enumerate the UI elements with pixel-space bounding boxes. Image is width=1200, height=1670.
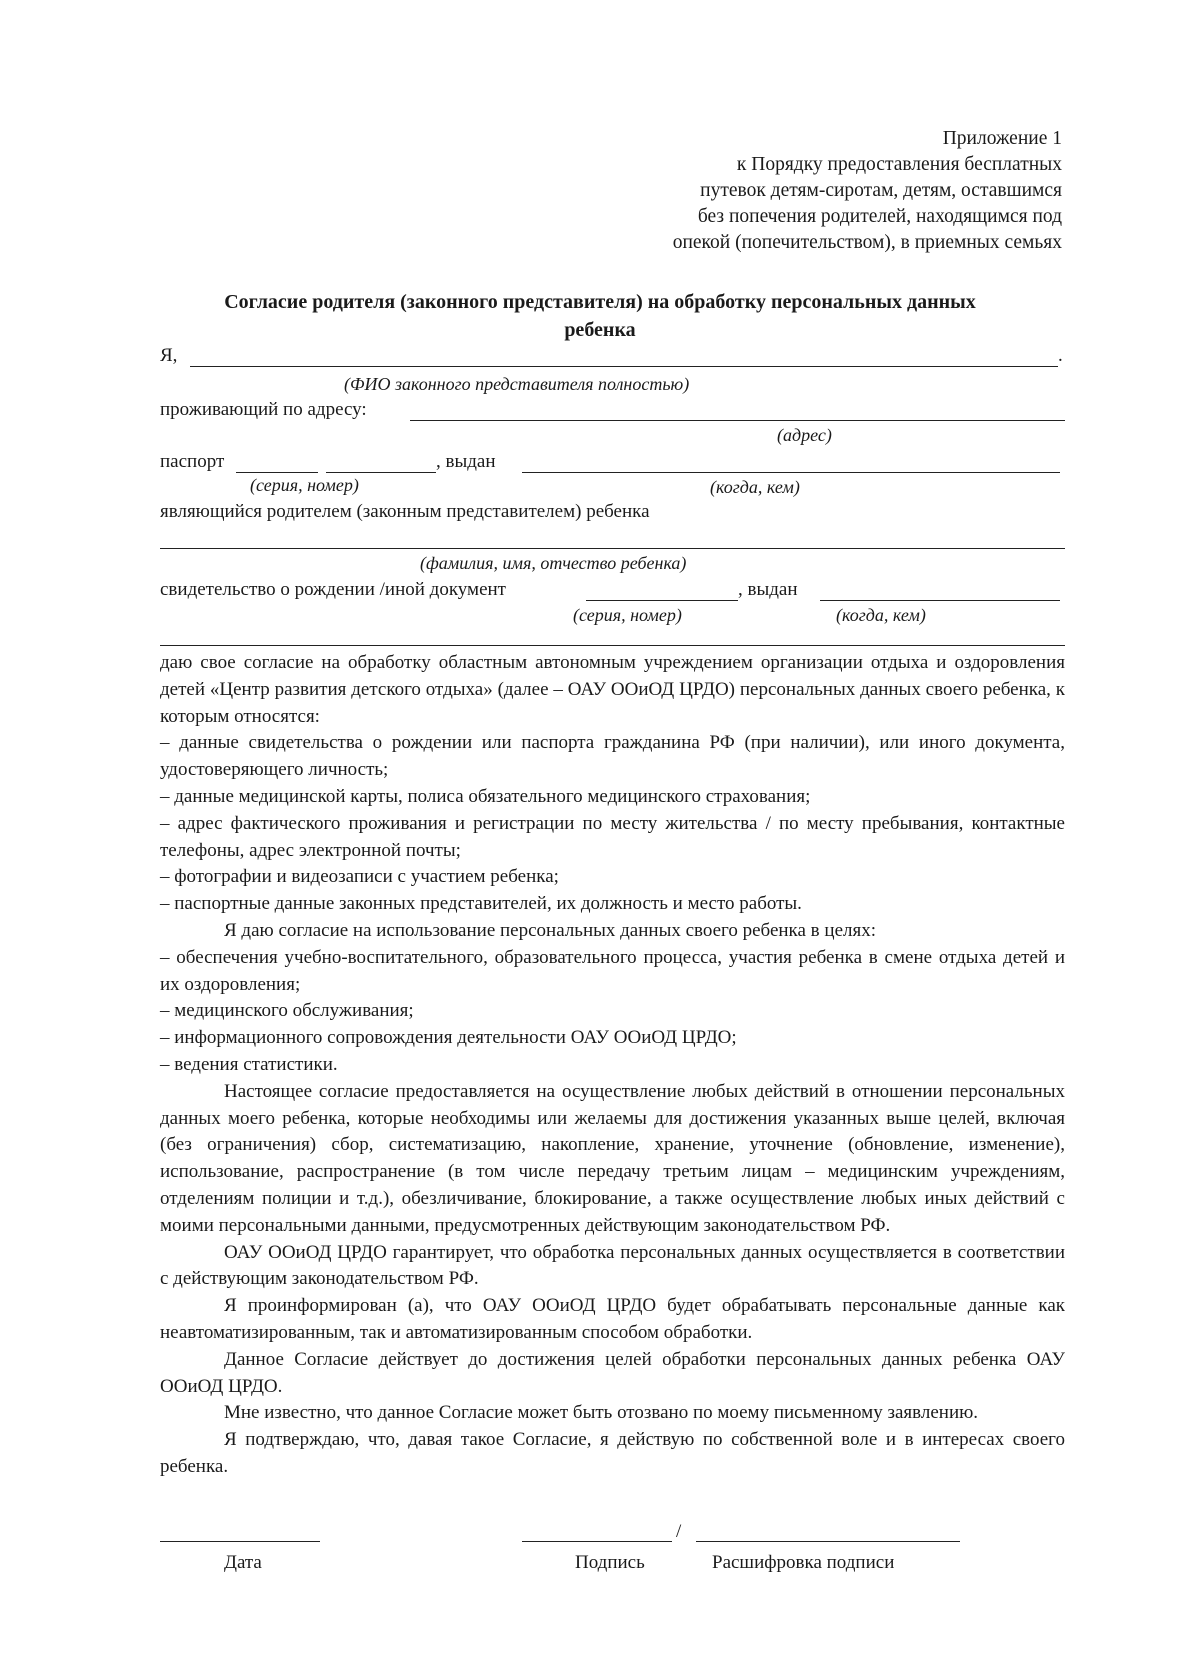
title-line-2: ребенка [564, 319, 636, 341]
signature-line[interactable] [522, 1541, 672, 1542]
consent-scope-paragraph: Настоящее согласие предоставляется на осуществление любых действий в отношении персональных данных моего ребенка, которые необходимы или желаемы для достижения указанных выше целей, включая (без ограничения) сбор, систематизацию, накопление, хранение, уточнение (обновление, изменение), использование, распространение (в том числе передачу третьим лицам – медицинским учреждениям, отделениям полиции и т.д.), обезличивание, блокирование, а также осуществление любых иных действий с моими персональными данными, предусмотренных действующим законодательством РФ. [160, 1080, 1065, 1236]
fio-caption: (ФИО законного представителя полностью) [344, 374, 690, 394]
data-list-item: – данные свидетельства о рождении или паспорта гражданина РФ (при наличии), или иного документа, удостоверяющего личность; [160, 732, 1065, 781]
certificate-issued-label: , выдан [738, 579, 798, 600]
certificate-when-caption: (когда, кем) [836, 605, 926, 625]
data-list-item: – адрес фактического проживания и регистрации по месту жительства / по месту пребывания, контактные телефоны, адрес электронной почты; [160, 812, 1065, 861]
parent-label: являющийся родителем (законным представителем) ребенка [160, 501, 650, 522]
appendix-line: опекой (попечительством), в приемных семьях [672, 232, 1062, 253]
appendix-line: к Порядку предоставления бесплатных [736, 154, 1062, 175]
consent-body [160, 650, 1065, 1481]
purpose-list-item: – обеспечения учебно-воспитательного, образовательного процесса, участия ребенка в смене отдыха детей и их оздоровления; [160, 946, 1065, 995]
signature-label: Подпись [575, 1552, 645, 1573]
purpose-list-item: – медицинского обслуживания; [160, 1000, 414, 1022]
passport-series-caption: (серия, номер) [250, 475, 359, 495]
passport-when-caption: (когда, кем) [710, 477, 800, 497]
passport-series-line[interactable] [236, 472, 318, 473]
revocation-paragraph: Мне известно, что данное Согласие может быть отозвано по моему письменному заявлению. [224, 1402, 979, 1424]
date-label: Дата [224, 1552, 262, 1573]
address-label: проживающий по адресу: [160, 399, 367, 420]
purpose-list-item: – информационного сопровождения деятельности ОАУ ООиОД ЦРДО; [160, 1027, 737, 1049]
certificate-extra-line[interactable] [160, 645, 1065, 646]
informed-paragraph: Я проинформирован (а), что ОАУ ООиОД ЦРДО будет обрабатывать персональные данные как неавтоматизированным, так и автоматизированным способом обработки. [160, 1295, 1065, 1343]
child-name-line[interactable] [160, 548, 1065, 549]
appendix-line: путевок детям-сиротам, детям, оставшимся [700, 180, 1062, 201]
address-caption: (адрес) [777, 425, 832, 445]
data-list-item: – данные медицинской карты, полиса обязательного медицинского страхования; [160, 785, 811, 807]
document-title [150, 288, 1050, 344]
title-line-1: Согласие родителя (законного представителя) на обработку персональных данных [224, 291, 976, 313]
appendix-line: Приложение 1 [942, 128, 1062, 149]
child-caption: (фамилия, имя, отчество ребенка) [420, 553, 687, 573]
address-field-line[interactable] [410, 420, 1065, 421]
ya-label: Я, [160, 345, 178, 366]
certificate-label: свидетельство о рождении /иной документ [160, 579, 506, 600]
fio-field-line[interactable] [190, 366, 1058, 367]
confirmation-paragraph: Я подтверждаю, что, давая такое Согласие, я действую по собственной воле и в интересах своего ребенка. [160, 1429, 1065, 1477]
signature-decode-line[interactable] [696, 1541, 960, 1542]
appendix-header [560, 126, 1062, 256]
date-line[interactable] [160, 1541, 320, 1542]
signature-slash: / [676, 1521, 682, 1542]
passport-label: паспорт [160, 451, 225, 472]
consent-paragraph: даю свое согласие на обработку областным автономным учреждением организации отдыха и оздоровления детей «Центр развития детского отдыха» (далее – ОАУ ООиОД ЦРДО) персональных данных своего ребенка, к которым относятся: [160, 652, 1065, 727]
data-list-item: – фотографии и видеозаписи с участием ребенка; [160, 866, 559, 888]
fio-dot: . [1058, 345, 1063, 366]
data-list-item: – паспортные данные законных представителей, их должность и место работы. [160, 893, 802, 915]
purposes-intro: Я даю согласие на использование персональных данных своего ребенка в целях: [224, 919, 877, 941]
certificate-issued-line[interactable] [820, 600, 1060, 601]
signature-decode-label: Расшифровка подписи [712, 1552, 895, 1573]
validity-paragraph: Данное Согласие действует до достижения целей обработки персональных данных ребенка ОАУ ООиОД ЦРДО. [160, 1348, 1065, 1397]
appendix-line: без попечения родителей, находящимся под [697, 206, 1062, 227]
passport-issued-line[interactable] [522, 472, 1060, 473]
passport-number-line[interactable] [326, 472, 436, 473]
certificate-series-caption: (серия, номер) [573, 605, 682, 625]
guarantee-paragraph: ОАУ ООиОД ЦРДО гарантирует, что обработка персональных данных осуществляется в соответствии с действующим законодательством РФ. [160, 1241, 1065, 1290]
purpose-list-item: – ведения статистики. [160, 1053, 338, 1075]
passport-issued-label: , выдан [436, 451, 496, 472]
certificate-number-line[interactable] [586, 600, 738, 601]
